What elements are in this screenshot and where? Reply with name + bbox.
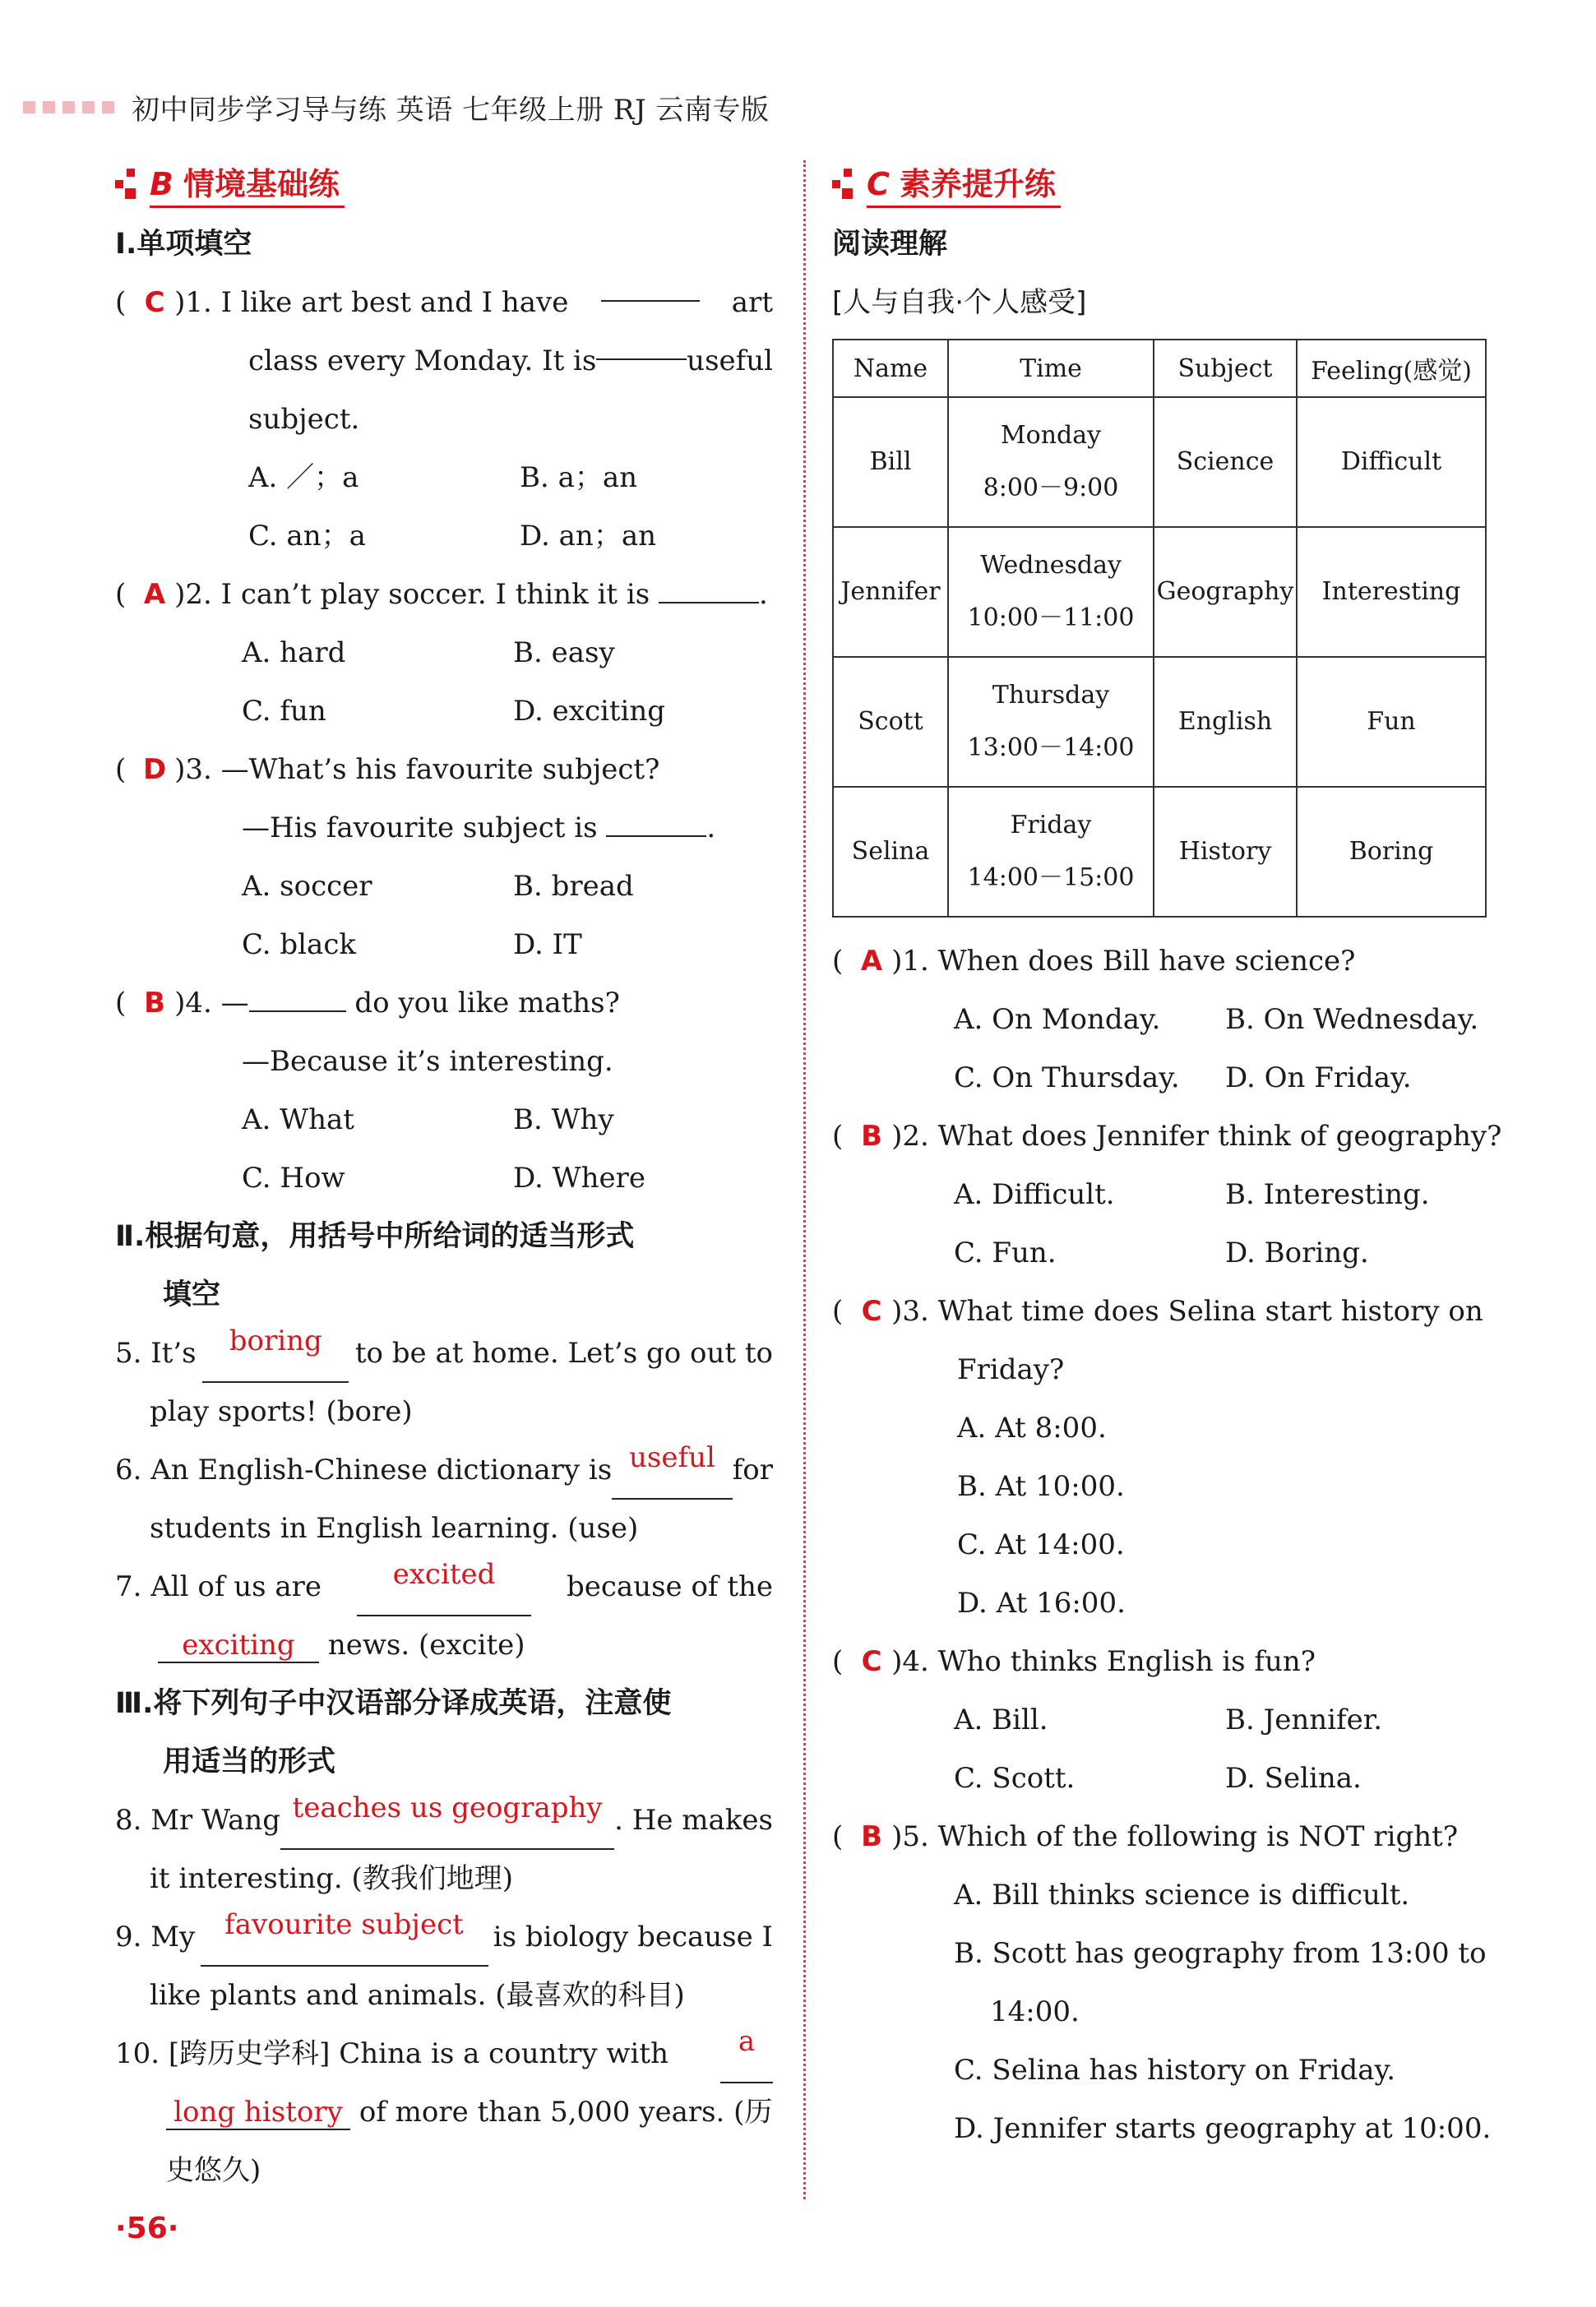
table-cell: Difficult — [1297, 397, 1486, 527]
header-square-icon — [82, 101, 95, 113]
option: C. Selina has history on Friday. — [954, 2054, 1396, 2087]
option: D. Jennifer starts geography at 10:00. — [954, 2112, 1492, 2145]
question-4-options: A. What B. Why — [242, 1103, 614, 1136]
question-9: 9. My favourite subject is biology because I — [115, 1908, 773, 1967]
filled-answer: boring — [202, 1325, 349, 1383]
question-5-line-2: play sports! (bore) — [150, 1395, 413, 1428]
option: B. At 10:00. — [957, 1470, 1125, 1503]
filled-answer: long history — [166, 2096, 350, 2130]
question-10-line-3: 史悠久) — [166, 2154, 261, 2187]
header-square-icon — [43, 101, 55, 113]
section-b-title: B 情境基础练 — [150, 159, 345, 208]
part-3-title: Ⅲ.将下列句子中汉语部分译成英语，注意使 用适当的形式 — [115, 1687, 672, 1778]
filled-answer: excited — [357, 1558, 531, 1616]
answer: B — [861, 1120, 883, 1153]
table-cell: Selina — [833, 787, 948, 917]
table-cell: English — [1154, 657, 1297, 787]
table-header: Name — [833, 340, 948, 397]
table-row — [833, 527, 1486, 657]
section-c-heading — [832, 156, 1490, 210]
reading-question-2-options: C. Fun. D. Boring. — [954, 1237, 1369, 1269]
table-cell: Boring — [1297, 787, 1486, 917]
blank — [606, 809, 706, 837]
filled-answer: favourite subject — [201, 1908, 488, 1967]
question-1-line-2: class every Monday. It is useful — [115, 332, 773, 391]
table-cell: Scott — [833, 657, 948, 787]
question-10-line-2: long history of more than 5,000 years. (历 — [115, 2083, 773, 2142]
table-header-row — [833, 340, 1486, 397]
table-cell: Jennifer — [833, 527, 948, 657]
question-3: ( D )3. —What’s his favourite subject? — [115, 741, 773, 799]
reading-question-3: ( C )3. What time does Selina start history on — [832, 1283, 1490, 1341]
header-square-icon — [62, 101, 75, 113]
blank — [249, 984, 346, 1012]
table-row — [833, 397, 1486, 527]
table-header: Feeling(感觉) — [1297, 340, 1486, 397]
option: C. At 14:00. — [957, 1528, 1125, 1561]
question-6: 6. An English-Chinese dictionary is useful for — [115, 1441, 773, 1500]
question-3-line-2: —His favourite subject is . — [115, 799, 773, 858]
table-cell: Friday 14:00－15:00 — [948, 787, 1154, 917]
question-2: ( A )2. I can’t play soccer. I think it is . — [115, 566, 773, 624]
table-cell: History — [1154, 787, 1297, 917]
reading-question-4-options: C. Scott. D. Selina. — [954, 1762, 1362, 1795]
option: D. At 16:00. — [957, 1587, 1126, 1620]
table-row — [833, 657, 1486, 787]
answer: C — [144, 286, 165, 319]
blank — [659, 576, 759, 603]
option: A. At 8:00. — [957, 1412, 1107, 1445]
table-header: Time — [948, 340, 1154, 397]
table-cell: Interesting — [1297, 527, 1486, 657]
question-3-options: C. black D. IT — [242, 928, 582, 961]
table-header: Subject — [1154, 340, 1297, 397]
question-4-options: C. How D. Where — [242, 1162, 646, 1195]
option: B. Scott has geography from 13:00 to — [954, 1937, 1487, 1970]
answer: B — [861, 1820, 883, 1853]
question-4: ( B )4. — do you like maths? — [115, 974, 773, 1033]
question-3-options: A. soccer B. bread — [242, 870, 634, 903]
table-cell: Science — [1154, 397, 1297, 527]
theme-tag: [人与自我·个人感受] — [832, 286, 1087, 319]
header-square-icon — [23, 101, 35, 113]
part-1-title: Ⅰ.单项填空 — [115, 228, 252, 261]
section-c-title: C 素养提升练 — [867, 159, 1061, 208]
table-row — [833, 787, 1486, 917]
reading-question-1: ( A )1. When does Bill have science? — [832, 932, 1490, 991]
answer: D — [142, 753, 167, 786]
reading-question-5: ( B )5. Which of the following is NOT right? — [832, 1808, 1490, 1866]
answer: A — [860, 945, 883, 978]
reading-question-1-options: C. On Thursday. D. On Friday. — [954, 1061, 1412, 1094]
table-cell: Fun — [1297, 657, 1486, 787]
question-2-options: C. fun D. exciting — [242, 695, 666, 728]
question-1-line-3: subject. — [248, 403, 360, 436]
answer: C — [861, 1645, 882, 1678]
table-cell: Wednesday 10:00－11:00 — [948, 527, 1154, 657]
question-1-options: C. an；a D. an；an — [248, 520, 656, 552]
table-cell: Thursday 13:00－14:00 — [948, 657, 1154, 787]
option: A. Bill thinks science is difficult. — [954, 1879, 1410, 1912]
question-1-line-1: ( C )1. I like art best and I have art — [115, 274, 773, 332]
table-cell: Geography — [1154, 527, 1297, 657]
question-2-options: A. hard B. easy — [242, 636, 615, 669]
reading-title: 阅读理解 — [832, 228, 948, 261]
schedule-table — [832, 339, 1487, 918]
page-header — [23, 89, 769, 125]
header-square-icon — [102, 101, 114, 113]
reading-question-4-options: A. Bill. B. Jennifer. — [954, 1704, 1383, 1736]
page-number: ·56· — [115, 2212, 179, 2245]
blank — [596, 332, 687, 360]
section-b-heading — [115, 156, 773, 210]
question-4-line-2: —Because it’s interesting. — [242, 1045, 613, 1078]
table-cell: Monday 8:00－9:00 — [948, 397, 1154, 527]
question-7: 7. All of us are excited because of the — [115, 1558, 773, 1616]
filled-answer: a — [720, 2025, 773, 2083]
section-marker-icon — [832, 167, 857, 200]
blank — [601, 274, 700, 302]
reading-question-4: ( C )4. Who thinks English is fun? — [832, 1633, 1490, 1691]
question-8: 8. Mr Wang teaches us geography . He makes — [115, 1792, 773, 1850]
filled-answer: exciting — [158, 1629, 319, 1663]
question-9-line-2: like plants and animals. (最喜欢的科目) — [150, 1979, 685, 2012]
reading-question-3-line-2: Friday? — [957, 1353, 1065, 1386]
column-divider — [803, 160, 806, 2199]
section-c — [832, 156, 1502, 2158]
section-b — [115, 156, 773, 2200]
option-continued: 14:00. — [990, 1995, 1080, 2028]
question-6-line-2: students in English learning. (use) — [150, 1512, 639, 1545]
filled-answer: useful — [612, 1441, 732, 1500]
answer: A — [143, 578, 166, 611]
filled-answer: teaches us geography — [280, 1792, 614, 1850]
question-8-line-2: it interesting. (教我们地理) — [150, 1862, 514, 1895]
table-cell: Bill — [833, 397, 948, 527]
reading-question-1-options: A. On Monday. B. On Wednesday. — [954, 1003, 1479, 1036]
question-10: 10. [跨历史学科] China is a country with a — [115, 2025, 773, 2083]
reading-question-2: ( B )2. What does Jennifer think of geography? — [832, 1107, 1490, 1166]
question-7-line-2: exciting news. (excite) — [115, 1616, 773, 1675]
answer: B — [144, 987, 166, 1019]
part-2-title: Ⅱ.根据句意，用括号中所给词的适当形式 填空 — [115, 1220, 635, 1311]
question-1-options: A. ／；a B. a；an — [248, 461, 638, 494]
section-marker-icon — [115, 167, 140, 200]
answer: C — [861, 1295, 882, 1328]
header-title: 初中同步学习导与练 英语 七年级上册 RJ 云南专版 — [132, 93, 770, 127]
reading-question-2-options: A. Difficult. B. Interesting. — [954, 1178, 1430, 1211]
question-5: 5. It’s boring to be at home. Let’s go out to — [115, 1325, 773, 1383]
